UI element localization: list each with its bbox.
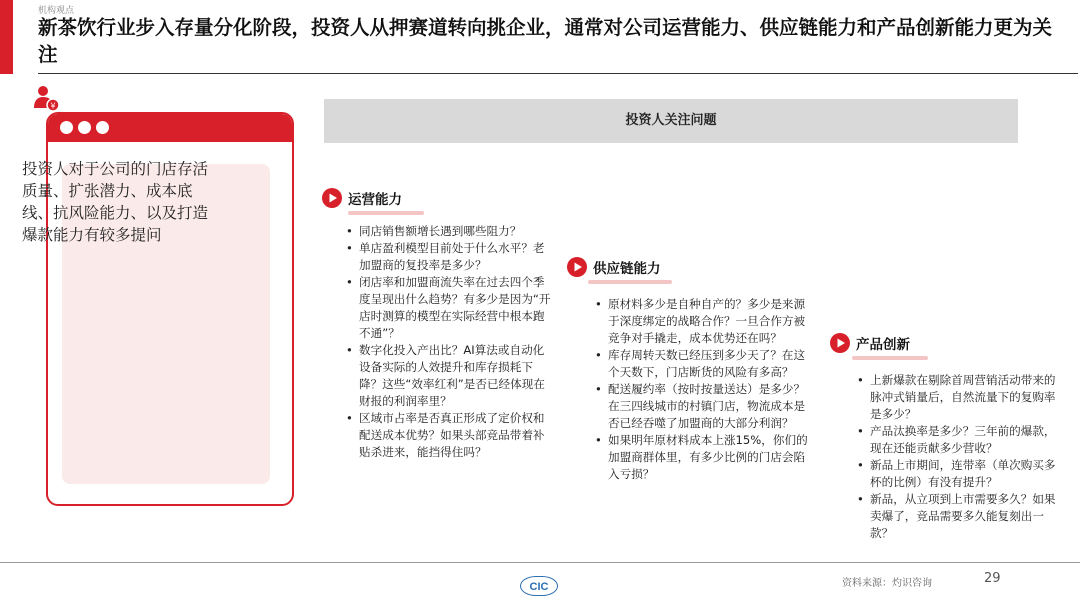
list-item: • 如果明年原材料成本上涨15%，你们的加盟商群体里，有多少比例的门店会陷入亏损？ (593, 432, 811, 483)
list-item: • 库存周转天数已经压到多少天了？在这个天数下，门店断货的风险有多高？ (593, 347, 811, 381)
product-innovation-question-list (855, 372, 1060, 542)
list-item: • 单店盈利模型目前处于什么水平？老加盟商的复投率是多少？ (344, 240, 552, 274)
list-item: • 原材料多少是自种自产的？多少是来源于深度绑定的战略合作？一旦合作方被竞争对手撬走，成本优势还在吗？ (593, 296, 811, 347)
svg-text:¥: ¥ (50, 101, 56, 111)
play-icon (567, 257, 587, 277)
footer-divider (0, 562, 1080, 563)
source-note: 资料来源：灼识咨询 (842, 578, 932, 589)
play-icon (830, 333, 850, 353)
section-title: 运营能力 (348, 192, 402, 208)
list-item: • 上新爆款在剔除首周营销活动带来的脉冲式销量后，自然流量下的复购率是多少？ (855, 372, 1060, 423)
play-icon (322, 188, 342, 208)
card-summary-text: 投资人对于公司的门店存活质量、扩张潜力、成本底线、抗风险能力、以及打造爆款能力有较多提问 (22, 160, 209, 244)
page-number: 29 (984, 571, 1001, 586)
window-dot-icon (78, 121, 91, 134)
section-title: 产品创新 (856, 337, 910, 353)
section-title: 供应链能力 (593, 261, 661, 277)
header-tag: 机构观点 (38, 6, 75, 16)
card-title-bar (48, 114, 292, 142)
list-item: • 数字化投入产出比？AI算法或自动化设备实际的人效提升和库存损耗下降？这些“效率红利”是否已经体现在财报的利润率里？ (344, 342, 552, 410)
window-dot-icon (60, 121, 73, 134)
list-item: • 新品，从立项到上市需要多久？如果卖爆了，竞品需要多久能复刻出一款？ (855, 491, 1060, 542)
list-item: • 产品汰换率是多少？三年前的爆款，现在还能贡献多少营收？ (855, 423, 1060, 457)
list-item: • 同店销售额增长遇到哪些阻力？ (344, 223, 552, 240)
list-item: • 闭店率和加盟商流失率在过去四个季度呈现出什么趋势？有多少是因为“开店时测算的模型在实际经营中根本跑不通”？ (344, 274, 552, 342)
header-accent-bar (0, 0, 13, 74)
operations-question-list (344, 223, 552, 461)
section-underline (588, 280, 672, 284)
section-header-product-innovation (830, 333, 910, 353)
supply-chain-question-list (593, 296, 811, 483)
page-title: 新茶饮行业步入存量分化阶段，投资人从押赛道转向挑企业，通常对公司运营能力、供应链能力和产品创新能力更为关注 (38, 16, 1053, 66)
list-item: • 区域市占率是否真正形成了定价权和配送成本优势？如果头部竞品带着补贴杀进来，能挡得住吗？ (344, 410, 552, 461)
section-underline (348, 211, 424, 215)
banner-investor-questions: 投资人关注问题 (324, 99, 1018, 143)
section-header-supply-chain (567, 257, 661, 277)
window-dot-icon (96, 121, 109, 134)
list-item: • 配送履约率（按时按量送达）是多少？在三四线城市的村镇门店，物流成本是否已经吞噬了加盟商的大部分利润？ (593, 381, 811, 432)
investor-person-icon (32, 84, 60, 112)
company-logo: CIC (520, 576, 558, 596)
list-item: • 新品上市期间，连带率（单次购买多杯的比例）有没有提升？ (855, 457, 1060, 491)
section-header-operations (322, 188, 402, 208)
section-underline (852, 356, 928, 360)
title-divider (38, 73, 1078, 74)
